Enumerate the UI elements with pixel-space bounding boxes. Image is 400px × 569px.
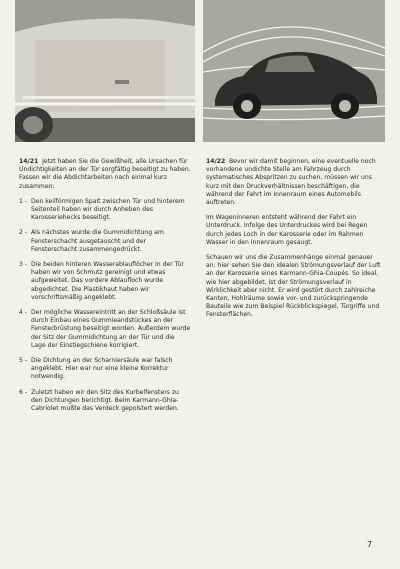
list-item: 2 - Als nächstes wurde die Gummidichtung am Fensterschacht ausgetauscht und der Fensterschacht zusammengedrückt. <box>19 229 164 253</box>
left-intro: 14/21 Jetzt haben Sie die Gewißheit, alle Ursachen für Undichtigkeiten an der Tür sorgfältig beseitigt zu haben. Fassen wir die Abdichtarbeiten nach einmal kurz zusammen: <box>19 158 191 190</box>
figure-label-14-21: 14/21 <box>19 158 39 165</box>
right-column <box>206 158 381 327</box>
page-number: 7 <box>367 540 373 549</box>
list-item: 3 - Die beiden hinteren Wasserablauflöcher in der Tür haben wir von Schmutz gereinigt und etwas aufgeweitet. Das vordere Ablaufloch wurde abgedichtet. Die Plastikhaut haben wir vorschriftsmäßig angeklebt. <box>19 261 184 301</box>
list-item: 1 - Den keilförmigen Spalt zwischen Tür und hinterem Seitenteil haben wir durch Anheben des Karosseriehecks beseitigt. <box>19 197 185 222</box>
airflow-illustration <box>203 0 385 142</box>
list-item: 6 - Zuletzt haben wir den Sitz des Kurbelfensters zu den Dichtungen berichtigt. Beim Karmann-Ghia-Cabriolet mußte das Verdeck gepolstert werden. <box>19 388 179 413</box>
list-item: 5 - Die Dichtung an der Scharniersäule war falsch angeklebt. Hier war nur eine kleine Korrektur notwendig. <box>19 357 173 381</box>
right-paragraph: 14/22 Bevor wir damit beginnen, eine eventuelle noch vorhandene undichte Stelle am Fahrzeug durch systematisches Abspritzen zu suchen, müssen wir uns kurz mit den Druckverhältnissen beschäftigen, die während der Fahrt im Innenraum eines Automobils auftreten. <box>206 158 376 207</box>
right-paragraph: Im Wageninneren entsteht während der Fahrt ein Unterdruck. Infolge des Unterdruckes wird bei Regen durch jedes Loch in der Karosserie oder im Rahmen Wasser in den Innenraum gesaugt. <box>206 214 368 246</box>
right-paragraph: Schauen wir uns die Zusammenhänge einmal genauer an: hier sehen Sie den idealen Strömungsverlauf der Luft an der Karosserie eines Karmann-Ghia-Coupés. So ideal, wie hier abgebildet, ist der Strömungsverlauf in Wirklichkeit aber nicht. Er wird gestört durch zahlreiche Kanten, Hohlräume sowie vor- und zurückspringende Bauteile wie zum Beispiel Rückblickspiegel, Türgriffe und Fensterflächen. <box>206 254 381 319</box>
figure-label-14-22: 14/22 <box>206 158 226 165</box>
car-door-photo <box>15 0 195 142</box>
left-column <box>19 158 191 420</box>
list-item: 4 - Der mögliche Wassereintritt an der Schloßsäule ist durch Einbau eines Gummieandstückes an der Fensterbrüstung beseitigt worden. Außerdem wurde der Sitz der Gummidichtung an der Tür und die Lage der Einstiegschiene korrigiert. <box>19 309 191 349</box>
